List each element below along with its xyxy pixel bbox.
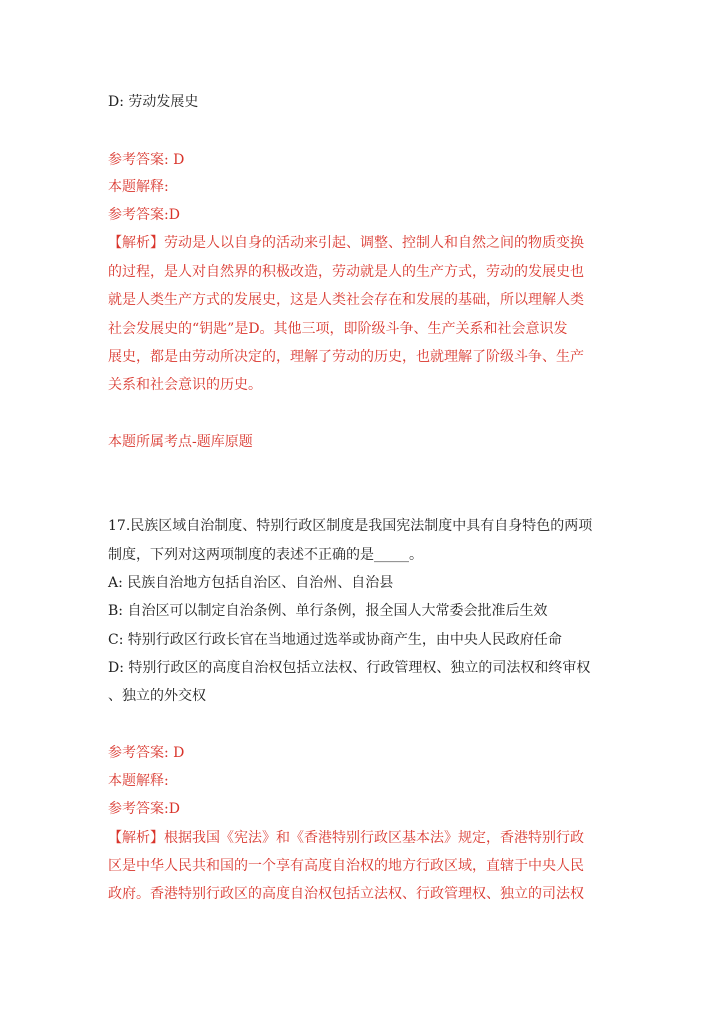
analysis-line-1: 【解析】劳动是人以自身的活动来引起、调整、控制人和自然之间的物质变换 [108, 235, 584, 251]
reference-answer-2: 参考答案:D [108, 801, 180, 817]
reference-answer-2: 参考答案:D [108, 207, 180, 223]
analysis-tag: 【解析】 [108, 830, 164, 846]
analysis-line-3: 政府。香港特别行政区的高度自治权包括立法权、行政管理权、独立的司法权 [108, 886, 584, 902]
explanation-label: 本题解释: [108, 773, 169, 789]
reference-answer: 参考答案: D [108, 152, 185, 168]
option-b: B: 自治区可以制定自治条例、单行条例，报全国人大常委会批准后生效 [108, 603, 548, 619]
analysis-line-3: 就是人类生产方式的发展史，这是人类社会存在和发展的基础，所以理解人类 [108, 292, 584, 308]
analysis-line-2: 的过程，是人对自然界的积极改造，劳动就是人的生产方式，劳动的发展史也 [108, 264, 584, 280]
analysis-line-6: 关系和社会意识的历史。 [108, 377, 262, 393]
explanation-label: 本题解释: [108, 179, 169, 195]
option-d-line-2: 、独立的外交权 [108, 688, 206, 704]
analysis-tag: 【解析】 [108, 235, 164, 251]
source-note: 本题所属考点-题库原题 [108, 434, 253, 450]
reference-answer: 参考答案: D [108, 745, 185, 761]
question-line-2: 制度，下列对这两项制度的表述不正确的是_____。 [108, 547, 423, 563]
option-d-line-1: D: 特别行政区的高度自治权包括立法权、行政管理权、独立的司法权和终审权 [108, 660, 591, 676]
analysis-line-2: 区是中华人民共和国的一个享有高度自治权的地方行政区域，直辖于中央人民 [108, 858, 584, 874]
option-d: D: 劳动发展史 [108, 94, 199, 110]
analysis-line-4: 社会发展史的“钥匙”是D。其他三项，即阶级斗争、生产关系和社会意识发 [108, 321, 568, 337]
analysis-line-5: 展史，都是由劳动所决定的，理解了劳动的历史，也就理解了阶级斗争、生产 [108, 349, 584, 365]
option-c: C: 特别行政区行政长官在当地通过选举或协商产生，由中央人民政府任命 [108, 632, 562, 648]
question-line-1: 17.民族区域自治制度、特别行政区制度是我国宪法制度中具有自身特色的两项 [108, 518, 593, 534]
analysis-line-1: 【解析】根据我国《宪法》和《香港特别行政区基本法》规定，香港特别行政 [108, 830, 584, 846]
option-a: A: 民族自治地方包括自治区、自治州、自治县 [108, 575, 394, 591]
